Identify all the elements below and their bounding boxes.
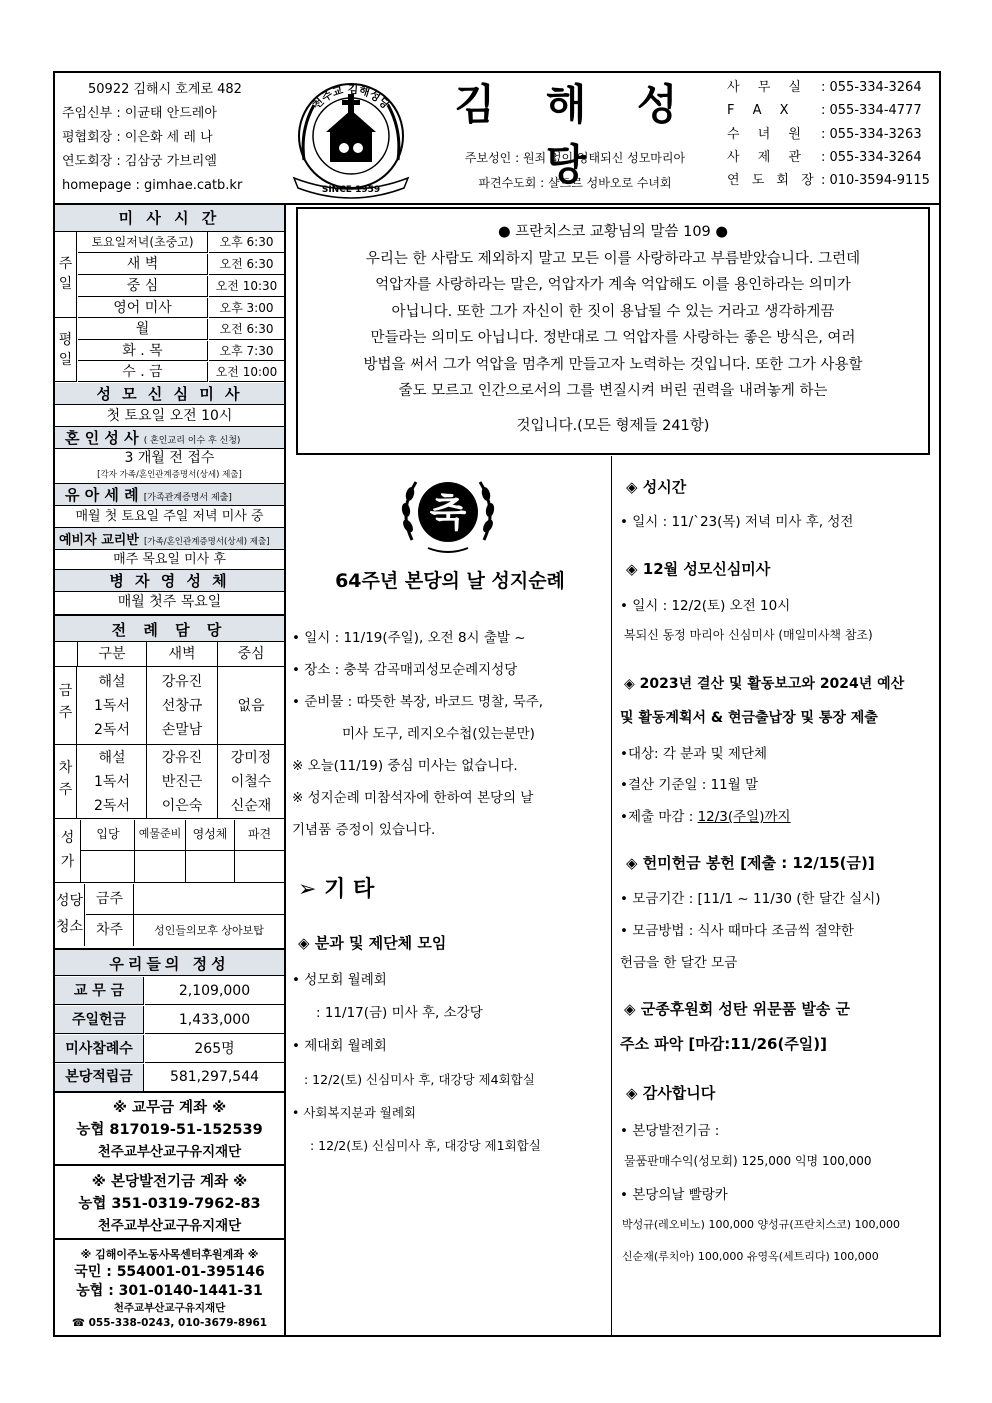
page-title: 김 해 성 당 <box>454 80 696 189</box>
bread-line: 박성규(레오비노) 100,000 양성규(프란치스코) 100,000 <box>622 1218 901 1231</box>
table-line <box>55 666 284 667</box>
fund-line: 물품판매수익(성모회) 125,000 익명 100,000 <box>624 1154 872 1168</box>
group-meeting-title: ◈ 분과 및 제단체 모임 <box>298 934 447 952</box>
quote-line: 만들라는 의미도 아닙니다. 정반대로 그 억압자를 사랑하는 좋은 방식은, 여러 <box>370 330 856 346</box>
account-block <box>55 1091 284 1164</box>
account-number: 농협 817019-51-152539 <box>76 1122 263 1138</box>
table-line <box>185 820 186 882</box>
mass-time: 오전 6:30 <box>209 319 284 340</box>
mass-name: 새 벽 <box>78 254 208 275</box>
offering-value: 581,297,544 <box>169 1069 260 1085</box>
report-title: 및 활동계획서 & 현금출납장 및 통장 제출 <box>620 710 878 726</box>
thanks-title: ◈ 감사합니다 <box>626 1084 716 1102</box>
mary-mass-title: 성 모 신 심 미 사 <box>55 383 284 405</box>
altar-header: 예물준비 <box>138 827 182 840</box>
right-column-divider <box>611 456 612 1337</box>
left-column-divider <box>284 203 286 1337</box>
mass-name: 토요일저녁(초중고) <box>78 232 208 253</box>
contact-list <box>727 76 930 192</box>
logo-since: SINCE 1959 <box>321 185 381 195</box>
altar-header: 입당 <box>96 827 120 841</box>
support-account-kb: 국민 : 554001-01-395146 <box>74 1264 265 1280</box>
account-block <box>55 1164 284 1238</box>
wedding-header: 혼 인 성 사 ( 혼인교리 이수 후 신청) <box>55 427 284 449</box>
etc-title: ➢ 기 타 <box>298 877 375 902</box>
support-account-nh: 농협 : 301-0140-1441-31 <box>76 1283 263 1299</box>
mary-mass-item: • 일시 : 12/2(토) 오전 10시 <box>620 598 791 614</box>
offering-label: 미사참례수 <box>55 1035 144 1063</box>
report-deadline-date: 12/3(주일)까지 <box>697 809 791 825</box>
weekday-label: 평일 <box>55 318 77 382</box>
offering-title: 우리들의 정성 <box>55 948 284 976</box>
next-week-label: 차주 <box>55 745 77 818</box>
table-line <box>134 820 135 882</box>
mary-mass-value: 첫 토요일 오전 10시 <box>55 405 284 427</box>
table-line <box>146 642 147 818</box>
table-line <box>234 820 235 882</box>
next-week-dawn: 강유진 반진근 이은숙 <box>161 750 203 814</box>
logo-text: 천주교 김해성당 <box>309 82 393 112</box>
fund-label: • 본당발전기금 : <box>620 1123 720 1139</box>
account-title: ※ 본당발전기금 계좌 ※ <box>91 1174 248 1190</box>
cleaning-this-week-label: 금주 <box>86 884 134 914</box>
bread-line: 신순재(루치아) 100,000 유영옥(세트리다) 100,000 <box>622 1250 879 1263</box>
group-meeting-item: : 12/2(토) 신심미사 후, 대강당 제4회합실 <box>304 1072 535 1087</box>
group-meeting-item: • 제대회 월례회 <box>292 1038 387 1054</box>
pilgrimage-note: ※ 성지순례 미참석자에 한하여 본당의 날 <box>292 790 534 806</box>
patron-saint: 주보성인 : 원죄 없이 잉태되신 성모마리아 <box>464 151 686 165</box>
celebration-badge: 축 <box>429 491 467 535</box>
quote-line: 방법을 써서 그가 억압을 멈추게 만들고자 노력하는 것입니다. 또한 그가 사용할 <box>363 356 863 373</box>
header-info <box>62 78 272 198</box>
altar-header: 파견 <box>247 827 272 841</box>
quote-line: 아닙니다. 또한 그가 자신이 한 짓이 용납될 수 있는 거라고 생각하게끔 <box>391 303 835 320</box>
pilgrimage-title: 64주년 본당의 날 성지순례 <box>335 570 565 592</box>
cleaning-next-week-label: 차주 <box>86 915 134 946</box>
mary-mass-section-title: ◈ 12월 성모신심미사 <box>626 560 771 578</box>
altar-label: 성가 <box>55 820 81 882</box>
precana-header: 예비자 교리반 [가족/혼인관계증명서(상세) 제출] <box>55 528 284 550</box>
altar-header: 영성체 <box>192 827 228 841</box>
cleaning-this-week-value <box>134 884 284 914</box>
offering-label: 본당적립금 <box>55 1064 144 1091</box>
holy-hour-title: ◈ 성시간 <box>626 478 687 496</box>
liturgy-header: 새벽 <box>168 646 196 662</box>
mary-mass-note: 복되신 동정 마리아 신심미사 (매일미사책 참조) <box>624 628 873 642</box>
pastor: 주임신부 : 이균태 안드레아 <box>62 106 217 121</box>
mass-name: 중 심 <box>78 276 208 297</box>
pilgrimage-item: • 준비물 : 따뜻한 복장, 바코드 명찰, 묵주, <box>292 694 544 710</box>
military-support-title: 주소 파악 [마감:11/26(주일)] <box>620 1035 828 1053</box>
pilgrimage-note: ※ 오늘(11/19) 중심 미사는 없습니다. <box>292 758 518 774</box>
offering-value: 265명 <box>145 1035 284 1063</box>
support-account-title: ※ 김해이주노동사목센터후원계좌 ※ <box>80 1248 259 1261</box>
organization-head: 연도회장 : 김삼궁 가브리엘 <box>62 154 217 169</box>
group-meeting-item: • 성모회 월례회 <box>292 972 387 988</box>
report-title: ◈ 2023년 결산 및 활동보고와 2024년 예산 <box>624 676 905 692</box>
pilgrimage-item: 미사 도구, 레지오수첩(있는분만) <box>342 726 535 742</box>
table-line <box>77 642 78 666</box>
mass-name: 수 . 금 <box>78 362 208 382</box>
group-meeting-item: : 11/17(금) 미사 후, 소강당 <box>316 1005 483 1021</box>
report-target: •대상: 각 분과 및 제단체 <box>620 746 768 762</box>
offering-value: 1,433,000 <box>145 1006 284 1034</box>
rice-offering-title: ◈ 헌미헌금 봉헌 [제출 : 12/15(금)] <box>626 854 875 872</box>
support-account-phone: ☎ 055-338-0243, 010-3679-8961 <box>71 1317 268 1329</box>
group-meeting-list <box>292 964 608 1162</box>
sick-communion-title: 병 자 영 성 체 <box>55 570 284 592</box>
account-title: ※ 교무금 계좌 ※ <box>112 1100 227 1116</box>
wedding-docs: [각자 가족/혼인관계증명서(상세) 제출] <box>55 467 284 484</box>
this-week-dawn: 강유진 선창규 손말남 <box>161 674 203 738</box>
homepage: homepage : gimhae.catb.kr <box>62 178 243 193</box>
precana-value: 매주 목요일 미사 후 <box>55 550 284 570</box>
bread-label: • 본당의날 빨랑카 <box>620 1187 728 1203</box>
table-line <box>55 744 284 745</box>
mass-name: 월 <box>78 319 208 340</box>
sick-communion-value: 매월 첫주 목요일 <box>117 594 222 610</box>
support-account-owner: 천주교부산교구유지재단 <box>113 1302 226 1314</box>
support-account-block <box>55 1238 284 1336</box>
contact-row: F A X : 055-334-4777 <box>727 103 922 119</box>
celebration-emblem-icon <box>398 470 498 556</box>
council-president: 평협회장 : 이은화 세 레 나 <box>62 130 213 145</box>
liturgy-header: 중심 <box>237 646 265 662</box>
mass-name: 화 . 목 <box>78 341 208 361</box>
contact-row: 사 제 관 : 055-334-3264 <box>727 149 922 165</box>
mission-order: 파견수도회 : 샬트르 성바오로 수녀회 <box>478 176 672 190</box>
liturgy-title: 전 례 담 당 <box>55 614 284 642</box>
quote-line: 우리는 한 사람도 제외하지 말고 모든 이를 사랑하라고 부름받았습니다. 그런데 <box>365 250 861 267</box>
mass-time: 오전 10:30 <box>209 276 284 297</box>
report-deadline: •제출 마감 : 12/3(주일)까지 <box>620 809 791 825</box>
contact-row: 사 무 실 : 055-334-3264 <box>727 80 922 95</box>
group-meeting-item: • 사회복지분과 월례회 <box>292 1105 416 1120</box>
table-line <box>217 642 218 818</box>
quote-title: ● 프란치스코 교황님의 말씀 109 ● <box>497 224 729 240</box>
quote-line: 억압자를 사랑하라는 말은, 억압자가 계속 억압해도 이를 용인하라는 의미가 <box>375 277 851 293</box>
infant-baptism-value: 매월 첫 토요일 주일 저녁 미사 중 <box>55 506 284 528</box>
quote-line: 줄도 모르고 인간으로서의 그를 변질시켜 버린 권력을 내려놓게 하는 <box>398 383 828 399</box>
account-owner: 천주교부산교구유지재단 <box>97 1144 242 1160</box>
table-line <box>81 850 284 851</box>
pilgrimage-note: 기념품 증정이 있습니다. <box>292 822 436 838</box>
sunday-label: 주일 <box>55 232 77 318</box>
quote-line: 것입니다.(모든 형제들 241항) <box>516 417 710 434</box>
offering-label: 주일헌금 <box>55 1006 144 1034</box>
mass-name: 영어 미사 <box>78 298 208 318</box>
mass-time: 오후 7:30 <box>209 341 284 361</box>
mass-time: 오전 6:30 <box>209 254 284 275</box>
address: 50922 김해시 호계로 482 <box>88 82 242 97</box>
contact-row: 수 녀 원 : 055-334-3263 <box>727 126 922 142</box>
pope-quote-box <box>296 207 930 455</box>
offering-value: 2,109,000 <box>145 977 284 1005</box>
parish-logo <box>286 80 416 202</box>
table-line <box>55 882 284 883</box>
mass-time: 오후 3:00 <box>209 298 284 318</box>
wedding-value: 3 개월 전 접수 <box>124 450 215 466</box>
mass-times-title: 미 사 시 간 <box>55 205 284 232</box>
rice-offering-period: • 모금기간 : [11/1 ~ 11/30 (한 달간 실시) <box>620 891 881 907</box>
military-support-title: ◈ 군종후원회 성탄 위문품 발송 군 <box>624 1000 851 1018</box>
mass-time: 오전 10:00 <box>209 362 284 382</box>
pilgrimage-item: • 일시 : 11/19(주일), 오전 8시 출발 ~ <box>292 630 526 646</box>
account-number: 농협 351-0319-7962-83 <box>78 1196 261 1212</box>
mass-time: 오후 6:30 <box>209 232 284 253</box>
pilgrimage-item: • 장소 : 충북 감곡매괴성모순례지성당 <box>292 662 518 678</box>
this-week-label: 금주 <box>55 666 77 744</box>
cleaning-label: 성당청소 <box>55 884 85 946</box>
infant-baptism-header: 유 아 세 례 [가족관계증명서 제출] <box>55 484 284 506</box>
rice-offering-method: • 모금방법 : 식사 때마다 조금씩 절약한 <box>620 923 854 939</box>
report-base-date: •결산 기준일 : 11월 말 <box>620 777 759 793</box>
liturgy-header: 구분 <box>98 646 126 662</box>
rice-offering-method: 헌금을 한 달간 모금 <box>620 955 738 971</box>
this-week-roles: 해설 1독서 2독서 <box>94 674 130 738</box>
next-week-main: 강미정 이철수 신순재 <box>230 750 272 814</box>
account-owner: 천주교부산교구유지재단 <box>97 1218 242 1234</box>
table-line <box>55 818 284 819</box>
holy-hour-item: • 일시 : 11/`23(목) 저녁 미사 후, 성전 <box>620 514 854 530</box>
cleaning-next-week-value: 성인들의모후 상아보탑 <box>154 924 264 937</box>
group-meeting-item: : 12/2(토) 신심미사 후, 대강당 제1회합실 <box>310 1138 541 1153</box>
this-week-main: 없음 <box>237 698 265 714</box>
contact-row: 연 도 회 장 : 010-3594-9115 <box>727 173 930 189</box>
pilgrimage-details <box>292 622 608 846</box>
offering-label: 교 무 금 <box>55 977 144 1005</box>
next-week-roles: 해설 1독서 2독서 <box>94 750 130 814</box>
